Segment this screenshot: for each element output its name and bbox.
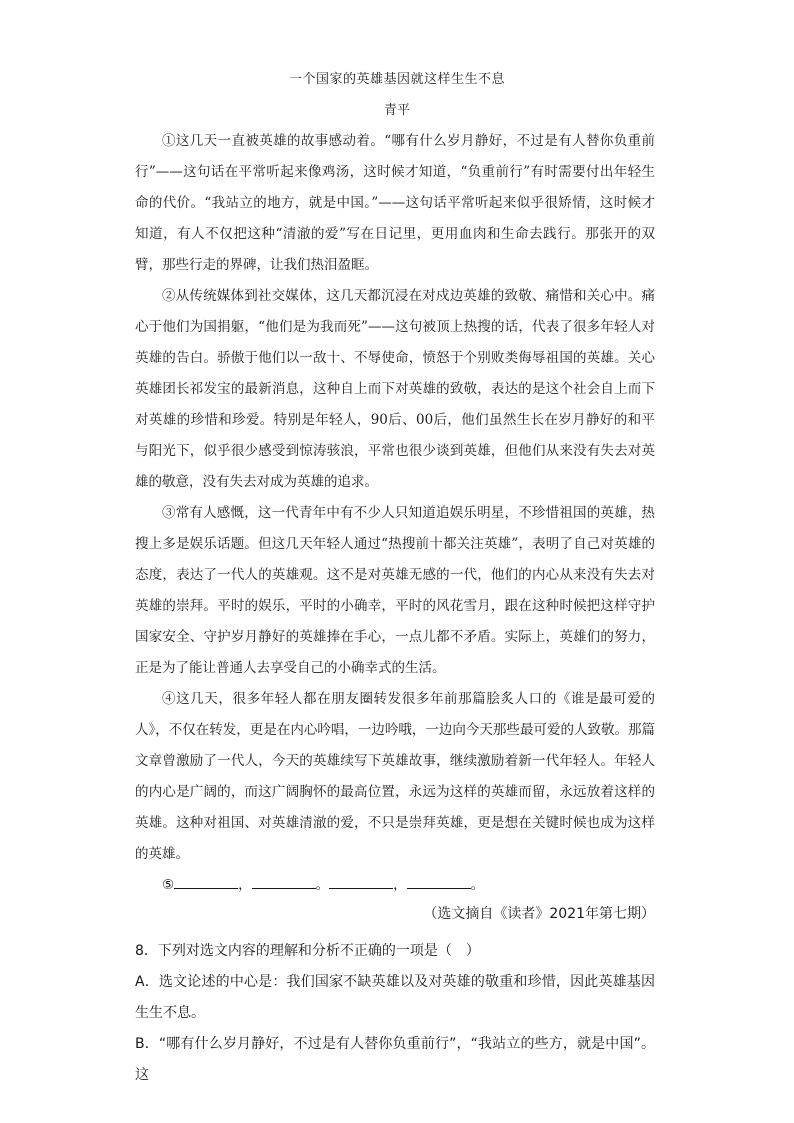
question-8-option-b: B．“哪有什么岁月静好，不过是有人替你负重前行”，“我站立的些方，就是中国”。这 <box>135 1036 655 1083</box>
paragraph-1: ①这几天一直被英雄的故事感动着。“哪有什么岁月静好，不过是有人替你负重前行”——这句话在平常听起来像鸡汤，这时候才知道，“负重前行”有时需要付出年轻生命的代价。“我站立的地方，就是中国。”——这句话平常听起来似乎很矫情，这时候才知道，有人不仅把这种“清澈的爱”写在日记里，更用血肉和生命去践行。那张开的双臂，那些行走的界碑，让我们热泪盈眶。 <box>135 133 655 273</box>
article-source: （选文摘自《读者》2021年第七期） <box>423 906 655 922</box>
question-section <box>135 936 655 1091</box>
blank-end: 。 <box>470 877 485 893</box>
paragraph-3: ③常有人感慨，这一代青年中有不少人只知道追娱乐明星，不珍惜祖国的英雄，热搜上多是娱乐话题。但这几天年轻人通过“热搜前十都关注英雄”，表明了自己对英雄的态度，表达了一代人的英雄观。这不是对英雄无感的一代，他们的内心从来没有失去对英雄的崇拜。平时的娱乐，平时的小确幸，平时的风花雪月，跟在这种时候把这样守护国家安全、守护岁月静好的英雄捧在手心，一点儿都不矛盾。实际上，英雄们的努力，正是为了能让普通人去享受自己的小确幸式的生活。 <box>135 505 655 676</box>
paragraph-5-marker: ⑤ <box>162 877 175 893</box>
fill-blank-4 <box>407 874 471 889</box>
blank-separator-3: ， <box>393 877 407 893</box>
question-8-option-a: A．选文论述的中心是：我们国家不缺英雄以及对英雄的敬重和珍惜，因此英雄基因生生不息。 <box>135 974 655 1021</box>
fill-blank-3 <box>329 874 393 889</box>
blank-separator-2: 。 <box>315 877 330 893</box>
article-body <box>135 126 655 901</box>
question-8-stem: 8．下列对选文内容的理解和分析不正确的一项是（ ） <box>135 943 480 959</box>
fill-blank-1 <box>174 874 238 889</box>
blank-separator-1: ， <box>238 877 252 893</box>
fill-blank-2 <box>252 874 316 889</box>
article-title: 一个国家的英雄基因就这样生生不息 <box>288 72 505 87</box>
paragraph-4: ④这几天，很多年轻人都在朋友圈转发很多年前那篇脍炙人口的《谁是最可爱的人》，不仅在转发，更是在内心吟唱，一边吟哦，一边向今天那些最可爱的人致敬。那篇文章曾激励了一代人，今天的英雄续写下英雄故事，继续激励着新一代年轻人。年轻人的内心是广阔的，而这广阔胸怀的最高位置，永远为这样的英雄而留，永远放着这样的英雄。这种对祖国、对英雄清澈的爱，不只是崇拜英雄，更是想在关键时候也成为这样的英雄。 <box>135 691 655 862</box>
paragraph-5-blanks <box>135 870 655 901</box>
article-author: 青平 <box>383 103 410 118</box>
paragraph-2: ②从传统媒体到社交媒体，这几天都沉浸在对戍边英雄的致敬、痛惜和关心中。痛心于他们为国捐躯，“他们是为我而死”——这句被顶上热搜的话，代表了很多年轻人对英雄的告白。骄傲于他们以一敌十、不辱使命，愤怒于个别败类侮辱祖国的英雄。关心英雄团长祁发宝的最新消息，这种自上而下对英雄的致敬，表达的是这个社会自上而下对英雄的珍惜和珍爱。特别是年轻人，90后、00后，他们虽然生长在岁月静好的和平与阳光下，似乎很少感受到惊涛骇浪，平常也很少谈到英雄，但他们从来没有失去对英雄的敬意，没有失去对成为英雄的追求。 <box>135 288 655 490</box>
